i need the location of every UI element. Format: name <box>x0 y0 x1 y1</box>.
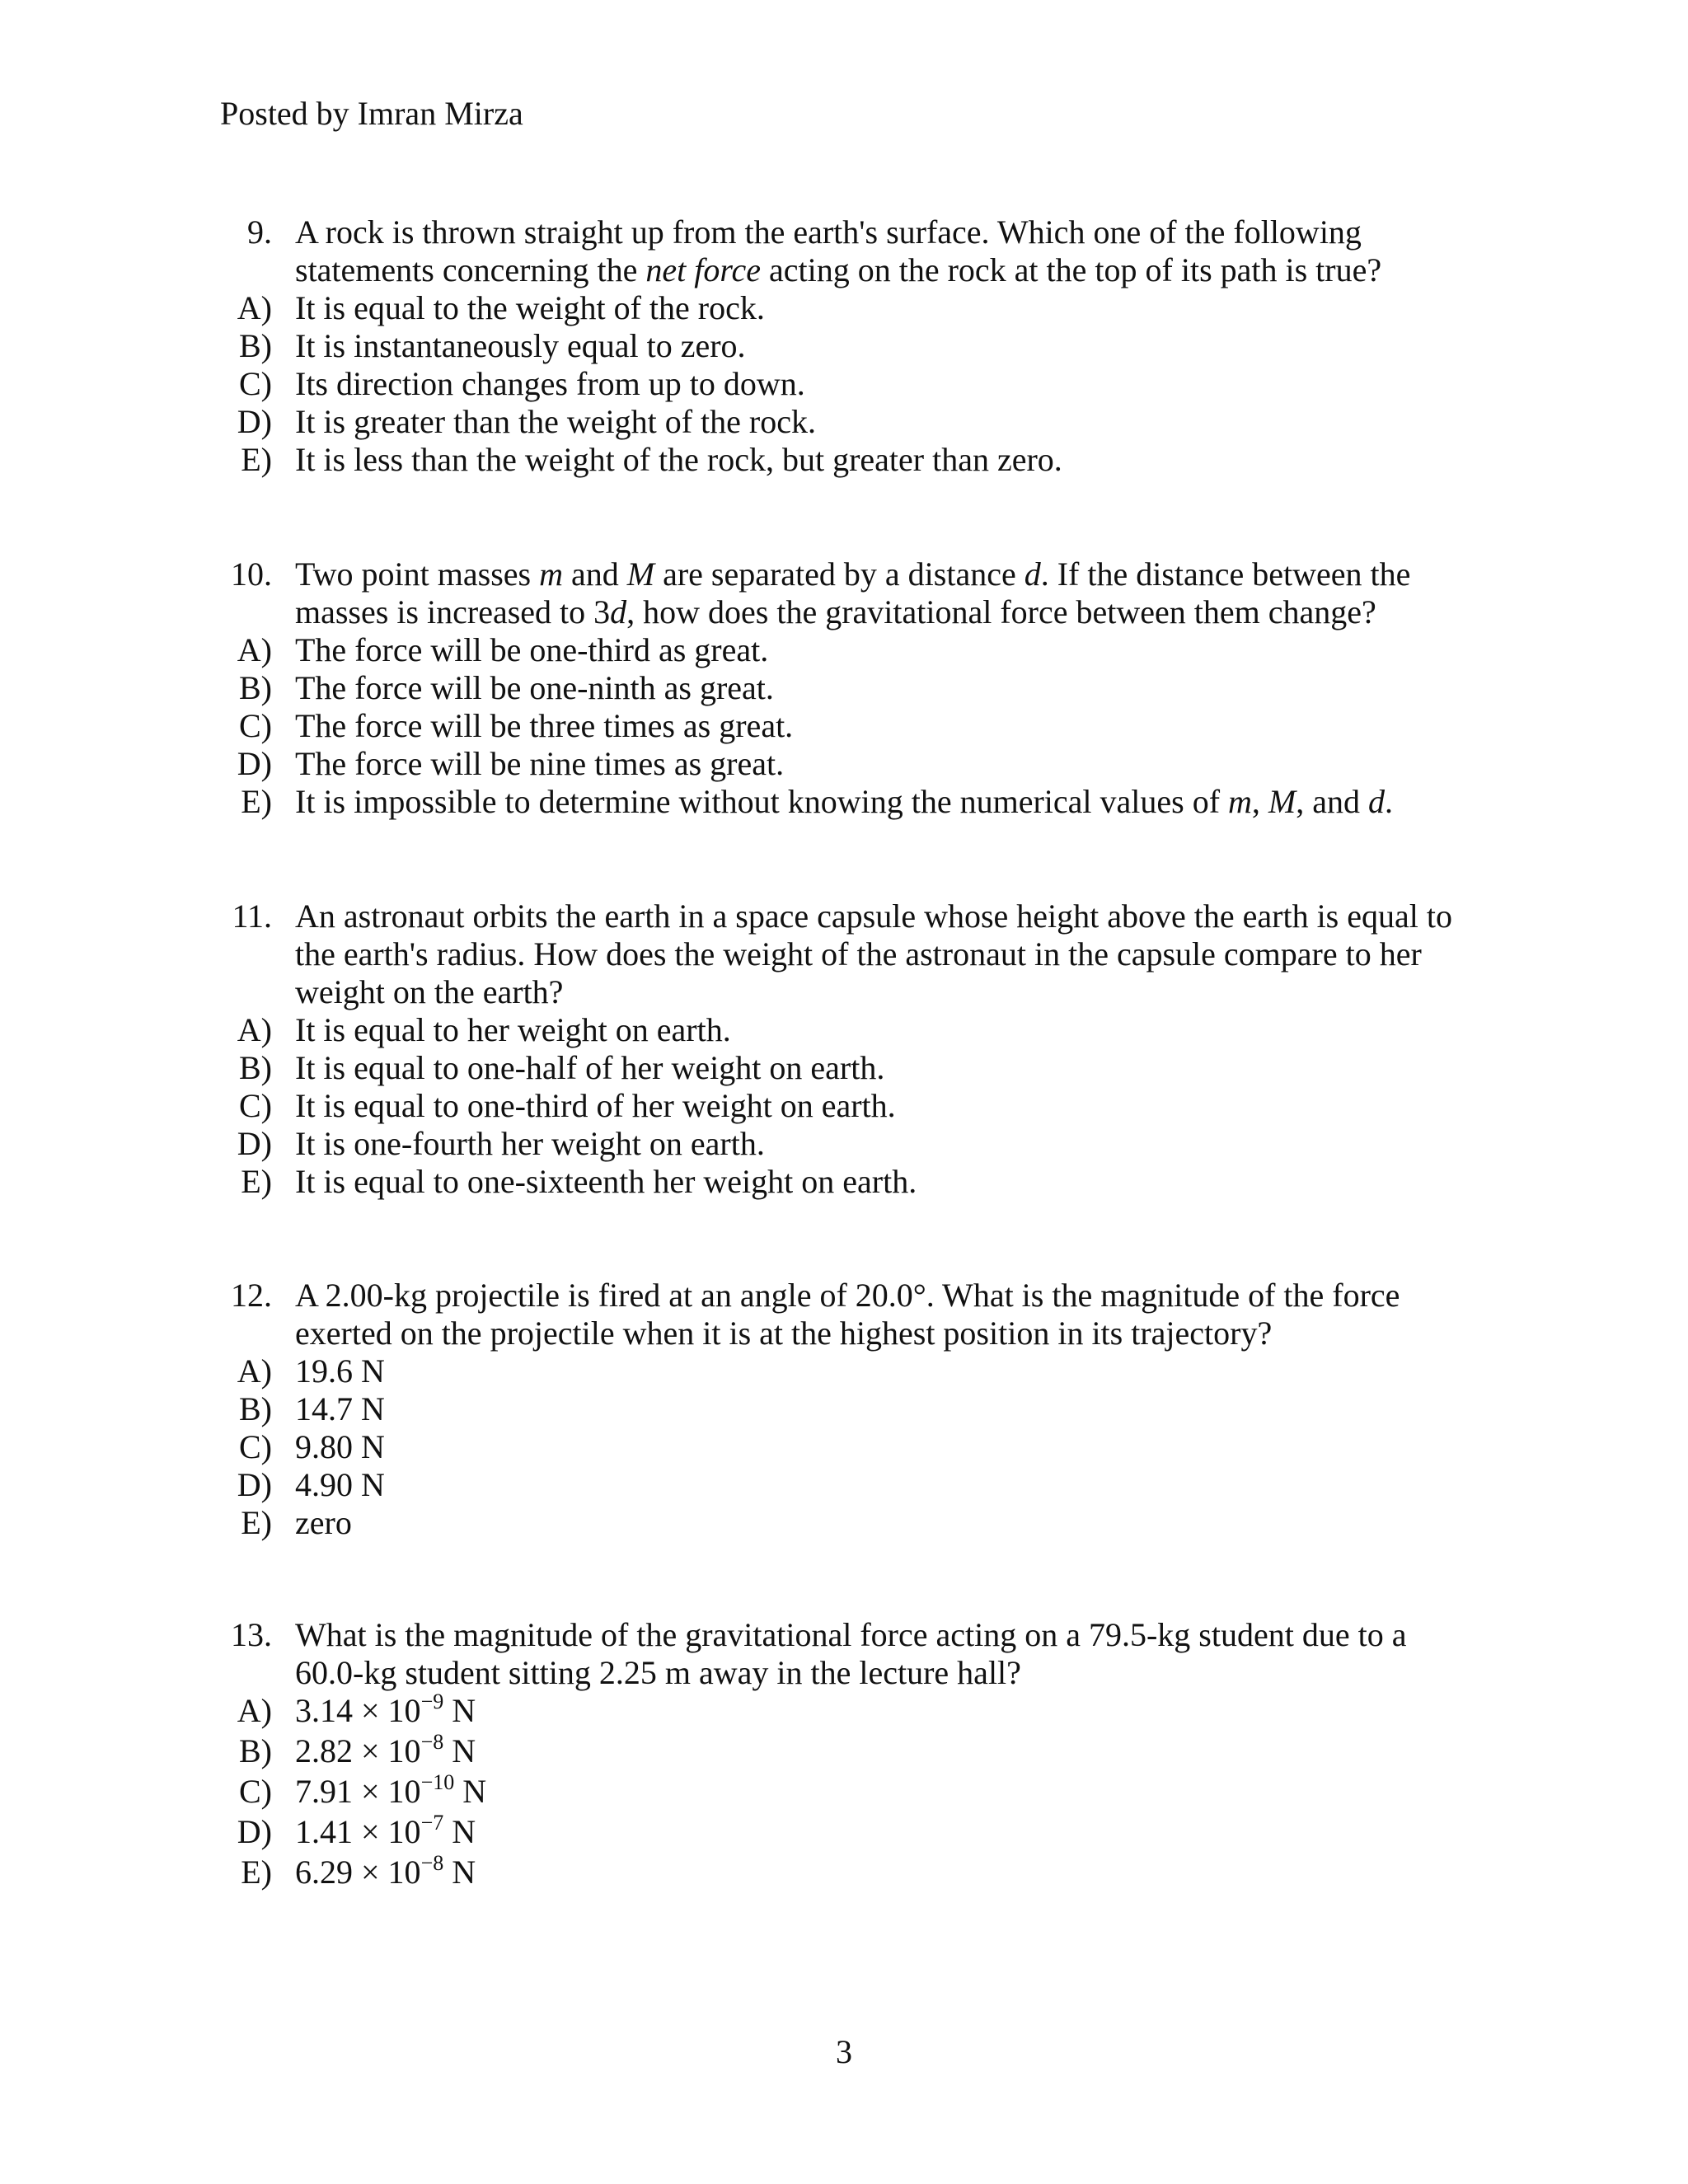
question-11 <box>0 898 1688 1201</box>
option-text <box>295 1850 476 1891</box>
answer-option-c <box>0 1428 1688 1466</box>
option-label: B) <box>239 327 272 364</box>
question-number: 13. <box>231 1616 272 1653</box>
option-label: D) <box>237 403 272 440</box>
answer-option-a <box>0 1011 1688 1049</box>
option-label: D) <box>237 1813 272 1850</box>
option-text: It is equal to the weight of the rock. <box>295 289 765 326</box>
option-exponent: −10 <box>420 1769 455 1794</box>
option-label: D) <box>237 745 272 782</box>
option-exponent: −9 <box>420 1689 444 1713</box>
question-stem-line <box>0 555 1688 593</box>
question-stem-text: the earth's radius. How does the weight of the astronaut in the capsule compare to her <box>295 935 1422 972</box>
question-stem-line <box>0 213 1688 251</box>
option-unit: N <box>443 1732 476 1769</box>
option-label: B) <box>239 1049 272 1086</box>
option-label: A) <box>237 1011 272 1048</box>
question-stem-text: masses is increased to 3d, how does the gravitational force between them change? <box>295 593 1376 630</box>
answer-option-d <box>0 1466 1688 1504</box>
question-stem-text: statements concerning the net force acting on the rock at the top of its path is true? <box>295 251 1382 288</box>
answer-option-e <box>0 441 1688 479</box>
answer-option-d <box>0 1810 1688 1854</box>
answer-option-b <box>0 1390 1688 1428</box>
option-text <box>295 1769 487 1811</box>
option-text: 4.90 N <box>295 1466 385 1503</box>
option-text: 14.7 N <box>295 1390 385 1427</box>
option-label: E) <box>241 1504 272 1541</box>
option-text: 19.6 N <box>295 1352 385 1390</box>
option-text: It is instantaneously equal to zero. <box>295 327 746 364</box>
question-stem-line <box>0 1616 1688 1654</box>
option-mantissa: 6.29 × 10 <box>295 1854 421 1891</box>
option-text: It is one-fourth her weight on earth. <box>295 1125 765 1162</box>
answer-option-c <box>0 365 1688 403</box>
question-stem-text: weight on the earth? <box>295 973 564 1010</box>
question-number: 12. <box>231 1277 272 1314</box>
option-label: E) <box>241 783 272 820</box>
page-number: 3 <box>836 2033 852 2070</box>
option-mantissa: 7.91 × 10 <box>295 1773 421 1810</box>
option-label: E) <box>241 441 272 478</box>
option-label: C) <box>239 707 272 744</box>
option-unit: N <box>454 1773 487 1810</box>
answer-option-e <box>0 1163 1688 1201</box>
option-text: 9.80 N <box>295 1428 385 1465</box>
answer-option-b <box>0 327 1688 365</box>
option-text: It is equal to one-sixteenth her weight on earth. <box>295 1163 917 1200</box>
option-text: It is equal to one-third of her weight on earth. <box>295 1087 896 1124</box>
question-number: 11. <box>232 898 272 935</box>
question-stem-text: A 2.00-kg projectile is fired at an angle of 20.0°. What is the magnitude of the force <box>295 1277 1400 1314</box>
option-unit: N <box>443 1813 476 1850</box>
option-label: C) <box>239 1773 272 1810</box>
option-text: The force will be one-third as great. <box>295 631 769 668</box>
answer-option-d <box>0 403 1688 441</box>
question-stem-text: Two point masses m and M are separated by a distance d. If the distance between the <box>295 555 1411 593</box>
question-stem-text: A rock is thrown straight up from the earth's surface. Which one of the following <box>295 213 1362 251</box>
option-label: D) <box>237 1125 272 1162</box>
answer-option-a <box>0 1689 1688 1732</box>
answer-option-e <box>0 783 1688 821</box>
question-stem-line <box>0 251 1688 289</box>
question-12 <box>0 1277 1688 1542</box>
option-label: A) <box>237 631 272 668</box>
question-stem-line <box>0 1654 1688 1692</box>
option-text: Its direction changes from up to down. <box>295 365 805 402</box>
option-mantissa: 1.41 × 10 <box>295 1813 421 1850</box>
question-stem-text: 60.0-kg student sitting 2.25 m away in the lecture hall? <box>295 1654 1021 1691</box>
option-label: A) <box>237 289 272 326</box>
option-label: B) <box>239 1390 272 1427</box>
posted-by-header: Posted by Imran Mirza <box>220 95 523 132</box>
answer-option-b <box>0 1049 1688 1087</box>
option-label: C) <box>239 1087 272 1124</box>
answer-option-b <box>0 1729 1688 1773</box>
option-text <box>295 1729 476 1770</box>
question-stem-line <box>0 593 1688 631</box>
question-number: 10. <box>231 555 272 593</box>
option-text: The force will be one-ninth as great. <box>295 669 774 706</box>
option-exponent: −7 <box>420 1810 444 1835</box>
question-stem-line <box>0 935 1688 973</box>
option-text <box>295 1810 476 1851</box>
answer-option-e <box>0 1504 1688 1542</box>
answer-option-c <box>0 707 1688 745</box>
option-label: E) <box>241 1854 272 1891</box>
question-number: 9. <box>247 213 272 251</box>
answer-option-a <box>0 289 1688 327</box>
option-text: It is less than the weight of the rock, but greater than zero. <box>295 441 1062 478</box>
option-text: It is equal to her weight on earth. <box>295 1011 731 1048</box>
answer-option-d <box>0 1125 1688 1163</box>
option-label: B) <box>239 669 272 706</box>
question-stem-text: What is the magnitude of the gravitational force acting on a 79.5-kg student due to a <box>295 1616 1407 1653</box>
option-label: A) <box>237 1352 272 1390</box>
option-unit: N <box>443 1854 476 1891</box>
option-mantissa: 3.14 × 10 <box>295 1692 421 1729</box>
option-exponent: −8 <box>420 1850 444 1875</box>
option-text: It is impossible to determine without knowing the numerical values of m, M, and d. <box>295 783 1393 820</box>
question-10 <box>0 555 1688 821</box>
answer-option-b <box>0 669 1688 707</box>
option-mantissa: 2.82 × 10 <box>295 1732 421 1769</box>
question-stem-text: exerted on the projectile when it is at the highest position in its trajectory? <box>295 1315 1273 1352</box>
answer-option-c <box>0 1087 1688 1125</box>
question-13 <box>0 1616 1688 1894</box>
question-stem-line <box>0 1277 1688 1315</box>
question-stem-line <box>0 973 1688 1011</box>
question-9 <box>0 213 1688 479</box>
option-label: D) <box>237 1466 272 1503</box>
answer-option-a <box>0 631 1688 669</box>
option-text: zero <box>295 1504 352 1541</box>
option-text: It is equal to one-half of her weight on earth. <box>295 1049 885 1086</box>
option-label: C) <box>239 1428 272 1465</box>
option-text: The force will be three times as great. <box>295 707 794 744</box>
answer-option-d <box>0 745 1688 783</box>
question-stem-line <box>0 1315 1688 1352</box>
answer-option-c <box>0 1769 1688 1813</box>
question-stem-text: An astronaut orbits the earth in a space capsule whose height above the earth is equal to <box>295 898 1452 935</box>
option-text: The force will be nine times as great. <box>295 745 785 782</box>
option-exponent: −8 <box>420 1729 444 1754</box>
option-label: E) <box>241 1163 272 1200</box>
question-stem-line <box>0 898 1688 935</box>
option-label: A) <box>237 1692 272 1729</box>
option-unit: N <box>443 1692 476 1729</box>
option-text: It is greater than the weight of the rock. <box>295 403 816 440</box>
option-label: C) <box>239 365 272 402</box>
answer-option-e <box>0 1850 1688 1894</box>
option-label: B) <box>239 1732 272 1769</box>
option-text <box>295 1689 476 1730</box>
answer-option-a <box>0 1352 1688 1390</box>
